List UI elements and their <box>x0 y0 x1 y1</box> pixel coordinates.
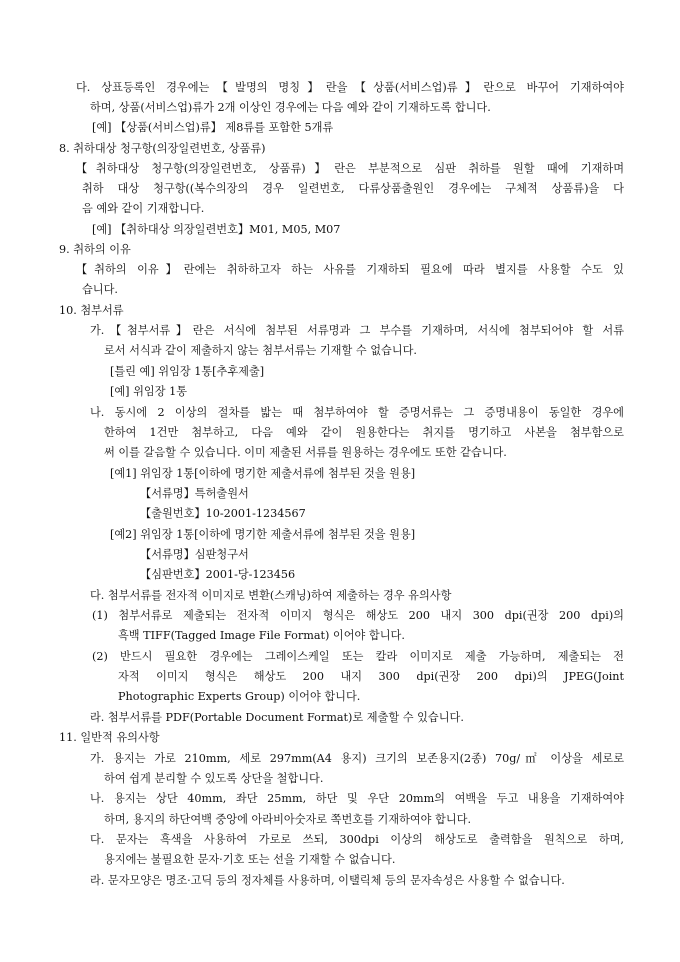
text-line <box>59 301 124 321</box>
text-line-content: 라. 문자모양은 명조·고딕 등의 정자체를 사용하며, 이탤릭체 등의 문자속성은 사용할 수 없습니다. <box>90 874 565 887</box>
text-line-content: 가.【첨부서류】란은 서식에 첨부된 서류명과 그 부수를 기재하며, 서식에 첨부되어야 할 서류 <box>90 324 624 337</box>
text-line-content: 다. 상표등록인 경우에는【발명의 명칭】란을【상품(서비스업)류】란으로 바꾸어 기재하여야 <box>76 81 624 94</box>
text-line <box>118 667 624 687</box>
text-line <box>90 708 464 728</box>
text-line <box>140 545 249 565</box>
text-line <box>59 139 266 159</box>
text-line <box>92 220 340 240</box>
text-line-content: 【출원번호】10-2001-1234567 <box>140 507 306 520</box>
text-line <box>104 769 323 789</box>
text-line-content: 【취하대상 청구항(의장일련번호, 상품류)】란은 부분적으로 심판 취하를 원할 때에 기재하며 <box>76 162 624 175</box>
text-line-content: [예1] 위임장 1통[이하에 명기한 제출서류에 첨부된 것을 원용] <box>110 467 416 480</box>
text-line-content: 하여 쉽게 분리할 수 있도록 상단을 철합니다. <box>104 772 324 785</box>
text-line-content: 나. 동시에 2 이상의 절차를 밟는 때 첨부하여야 할 증명서류는 그 증명내용이 동일한 경우에 <box>90 406 624 419</box>
text-line-content: 라. 첨부서류를 PDF(Portable Document Format)로 제출할 수 있습니다. <box>90 711 464 724</box>
text-line-content: 한하여 1건만 첨부하고, 다음 예와 같이 원용한다는 취지를 명기하고 사본을 첨부함으로 <box>104 426 624 439</box>
text-line-content: [틀린 예] 위임장 1통[추후제출] <box>110 365 265 378</box>
text-line <box>110 464 415 484</box>
text-line <box>104 850 395 870</box>
text-line-content: (1) 첨부서류로 제출되는 전자적 이미지 형식은 해상도 200 내지 300 dpi(권장 200 dpi)의 <box>92 609 624 622</box>
text-line-content: 로서 서식과 같이 제출하지 않는 첨부서류는 기재할 수 없습니다. <box>104 344 417 357</box>
text-line <box>90 830 624 850</box>
text-line-content: 음 예와 같이 기재합니다. <box>82 202 205 215</box>
text-line-content: 흑백 TIFF(Tagged Image File Format) 이어야 합니다. <box>118 629 405 642</box>
text-line <box>110 525 415 545</box>
text-line-content: 8. 취하대상 청구항(의장일련번호, 상품류) <box>59 142 266 155</box>
text-line <box>92 606 624 626</box>
text-line <box>104 443 507 463</box>
text-line-content: 써 이를 갈음할 수 있습니다. 이미 제출된 서류를 원용하는 경우에도 또한 같습니다. <box>104 446 507 459</box>
text-line <box>140 565 295 585</box>
text-line-content: 【취하의 이유】란에는 취하하고자 하는 사유를 기재하되 필요에 따라 별지를 사용할 수도 있 <box>76 263 624 276</box>
text-line <box>82 280 118 300</box>
text-line-content: Photographic Experts Group) 이어야 합니다. <box>118 690 361 703</box>
text-line <box>104 341 417 361</box>
text-line <box>76 159 624 179</box>
text-line <box>110 362 264 382</box>
text-line <box>82 199 204 219</box>
text-line <box>104 423 624 443</box>
text-line-content: 10. 첨부서류 <box>59 304 124 317</box>
text-line-content: 하며, 상품(서비스업)류가 2개 이상인 경우에는 다음 예와 같이 기재하도록 합니다. <box>90 101 491 114</box>
text-line <box>90 871 565 891</box>
text-line-content: 나. 용지는 상단 40mm, 좌단 25mm, 하단 및 우단 20mm의 여백을 두고 내용을 기재하여야 <box>90 792 624 805</box>
text-line-content: (2) 반드시 필요한 경우에는 그레이스케일 또는 칼라 이미지로 제출 가능하며, 제출되는 전 <box>92 650 624 663</box>
text-line <box>90 749 624 769</box>
text-line <box>92 647 624 667</box>
text-line <box>59 240 131 260</box>
text-line-content: [예2] 위임장 1통[이하에 명기한 제출서류에 첨부된 것을 원용] <box>110 528 416 541</box>
text-line-content: 취하 대상 청구항((복수의장의 경우 일련번호, 다류상품출원인 경우에는 구체적 상품류)을 다 <box>82 182 624 195</box>
text-line <box>59 728 160 748</box>
text-line-content: 다. 첨부서류를 전자적 이미지로 변환(스캐닝)하여 제출하는 경우 유의사항 <box>90 589 452 602</box>
text-line <box>76 260 624 280</box>
text-line-content: 습니다. <box>82 283 118 296</box>
text-line-content: 11. 일반적 유의사항 <box>59 731 160 744</box>
text-line-content: 용지에는 불필요한 문자·기호 또는 선을 기재할 수 없습니다. <box>104 853 396 866</box>
text-line-content: [예] 위임장 1통 <box>110 385 187 398</box>
text-line <box>76 78 624 98</box>
text-line <box>118 687 360 707</box>
text-line-content: 자적 이미지 형식은 해상도 200 내지 300 dpi(권장 200 dpi)의 JPEG(Joint <box>118 670 624 683</box>
text-line <box>90 789 624 809</box>
text-line-content: 하며, 용지의 하단여백 중앙에 아라비아숫자로 쪽번호를 기재하여야 합니다. <box>104 813 472 826</box>
text-line <box>110 382 187 402</box>
text-line-content: 【서류명】특허출원서 <box>140 487 249 500</box>
text-line <box>140 484 249 504</box>
text-line <box>140 504 306 524</box>
text-line-content: 【서류명】심판청구서 <box>140 548 249 561</box>
text-line <box>92 118 333 138</box>
text-line-content: 【심판번호】2001-당-123456 <box>140 568 296 581</box>
text-line <box>90 98 491 118</box>
text-line-content: 다. 문자는 흑색을 사용하여 가로로 쓰되, 300dpi 이상의 해상도로 출력함을 원칙으로 하며, <box>90 833 624 846</box>
text-line <box>118 626 405 646</box>
text-line-content: [예] 【상품(서비스업)류】 제8류를 포함한 5개류 <box>92 121 334 134</box>
text-line-content: [예] 【취하대상 의장일련번호】M01, M05, M07 <box>92 223 341 236</box>
text-line-content: 9. 취하의 이유 <box>59 243 131 256</box>
text-line <box>104 810 471 830</box>
text-line <box>82 179 624 199</box>
text-line <box>90 586 451 606</box>
text-line-content: 가. 용지는 가로 210mm, 세로 297mm(A4 용지) 크기의 보존용지(2종) 70g/㎡ 이상을 세로로 <box>90 752 624 765</box>
text-line <box>90 403 624 423</box>
text-line <box>90 321 624 341</box>
